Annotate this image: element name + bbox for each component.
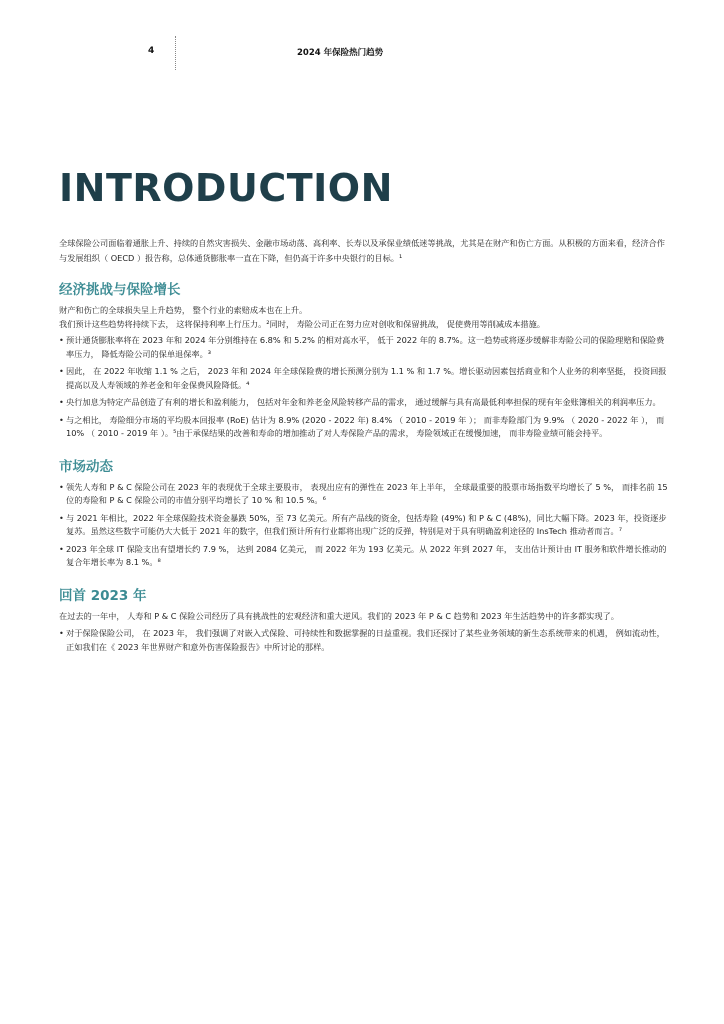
- intro-paragraph: 全球保险公司面临着通胀上升、持续的自然灾害损失、金融市场动荡、高利率、长寿以及承保业绩低迷等挑战，尤其是在财产和伤亡方面。从积极的方面来看，经济合作与发展组织（ OECD ）报告称，总体通货膨胀率一直在下降，但仍高于许多中央银行的目标。¹: [59, 238, 665, 263]
- section-line: 我们预计这些趋势将持续下去， 这将保持利率上行压力。²同时， 寿险公司正在努力应对创收和保留挑战， 促使费用等削减成本措施。: [59, 318, 545, 329]
- bullet-list-economic: [59, 334, 671, 441]
- list-item: • 预计通货膨胀率将在 2023 年和 2024 年分别维持在 6.8% 和 5.2% 的相对高水平， 低于 2022 年的 8.7%。这一趋势或将逐步缓解非寿险公司的保险理赔和保险费率压力， 降低寿险公司的保单退保率。³: [59, 334, 671, 361]
- bullet-list-market: [59, 481, 671, 570]
- page-title: INTRODUCTION: [59, 166, 393, 210]
- bullet-list-review: [59, 627, 671, 654]
- section-heading-looking-back: 回首 2023 年: [59, 587, 147, 604]
- list-item: • 与 2021 年相比，2022 年全球保险技术资金暴跌 50%，至 73 亿美元。所有产品线的资金，包括寿险 (49%) 和 P & C (48%)，同比大幅下降。2023 年，投资逐步复苏。虽然这些数字可能仍大大低于 2021 年的数字，但我们预计所有行业都将出现广泛的反弹，特别是对于具有明确盈利途径的 InsTech 推动者而言。⁷: [59, 512, 671, 539]
- section-heading-economic-challenges: 经济挑战与保险增长: [59, 282, 181, 298]
- section-heading-market-dynamics: 市场动态: [59, 458, 113, 475]
- list-item: • 央行加息为特定产品创造了有利的增长和盈利能力， 包括对年金和养老金风险转移产品的需求， 通过缓解与具有高最低利率担保的现有年金账簿相关的利润率压力。: [59, 396, 671, 410]
- list-item: • 领先人寿和 P & C 保险公司在 2023 年的表现优于全球主要股市， 表现出应有的弹性在 2023 年上半年， 全球最重要的股票市场指数平均增长了 5 %， 而排名前 15 位的寿险和 P & C 保险公司的市值分别平均增长了 10 % 和 10.5 %。⁶: [59, 481, 671, 508]
- header-divider: [175, 36, 176, 70]
- page-number: 4: [148, 46, 155, 56]
- list-item: • 因此， 在 2022 年收缩 1.1 % 之后， 2023 年和 2024 年全球保险费的增长预测分别为 1.1 % 和 1.7 %。增长驱动因素包括商业和个人业务的利率坚挺， 投资回报提高以及人寿领域的养老金和年金保费风险降低。⁴: [59, 365, 671, 392]
- list-item: • 对于保险保险公司， 在 2023 年， 我们强调了对嵌入式保险、可持续性和数据掌握的日益重视。我们还探讨了某些业务领域的新生态系统带来的机遇， 例如流动性， 正如我们在《 2023 年世界财产和意外伤害保险报告》中所讨论的那样。: [59, 627, 671, 654]
- content-body: [59, 236, 671, 664]
- list-item: • 2023 年全球 IT 保险支出有望增长约 7.9 %， 达到 2084 亿美元， 而 2022 年为 193 亿美元。从 2022 年到 2027 年， 支出估计预计由 IT 服务和软件增长推动的复合年增长率为 8.1 %。⁸: [59, 543, 671, 570]
- list-item: • 与之相比， 寿险细分市场的平均股本回报率 (RoE) 估计为 8.9% (2020 - 2022 年) 8.4% （ 2010 - 2019 年 ）； 而非寿险部门为 9.9% （ 2020 - 2022 年 ）， 而 10% （ 2010 - 2019 年 ）。⁵由于承保结果的改善和寿命的增加推动了对人寿保险产品的需求， 寿险领域正在缓慢加速， 而非寿险业绩可能会持平。: [59, 414, 671, 441]
- section-paragraph: 在过去的一年中， 人寿和 P & C 保险公司经历了具有挑战性的宏观经济和重大逆风。我们的 2023 年 P & C 趋势和 2023 年生活趋势中的许多都实现了。: [59, 610, 619, 621]
- section-line: 财产和伤亡的全球损失呈上升趋势， 整个行业的索赔成本也在上升。: [59, 305, 308, 315]
- header-title: 2024 年保险热门趋势: [297, 48, 384, 58]
